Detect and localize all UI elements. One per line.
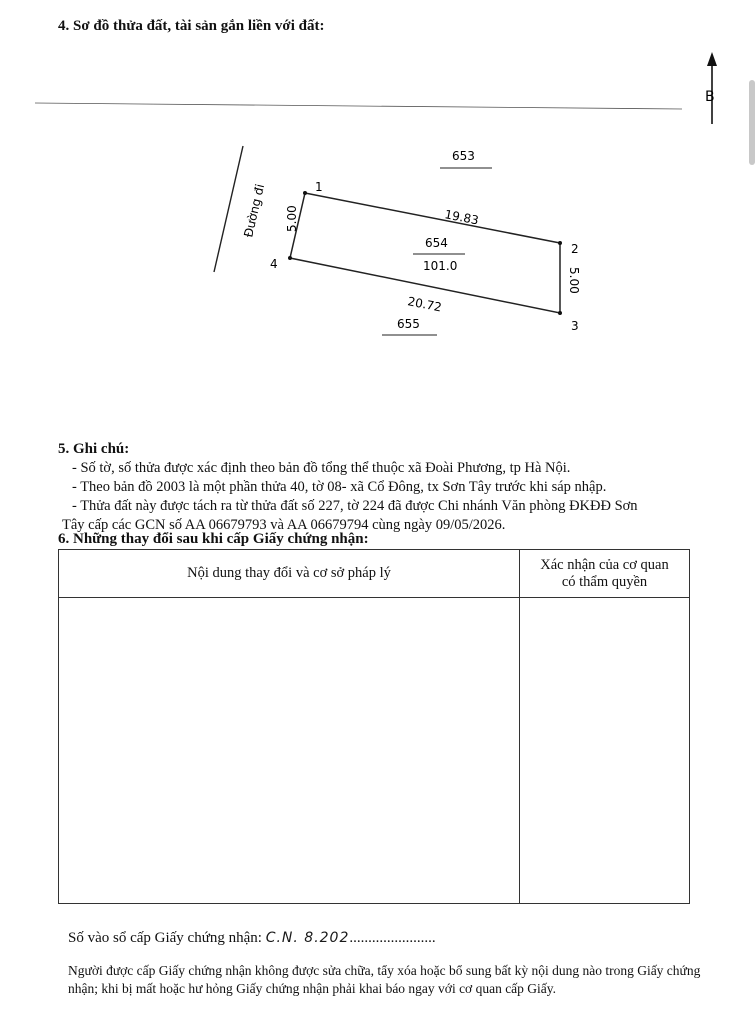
parcel-number-north: 653 bbox=[452, 149, 475, 163]
section-4-title: 4. Sơ đồ thửa đất, tài sản gắn liền với đất: bbox=[58, 18, 325, 34]
column-header-confirmation-line: có thẩm quyền bbox=[561, 573, 648, 590]
section-5-title: 5. Ghi chú: bbox=[58, 441, 130, 457]
parcel-boundary bbox=[290, 193, 560, 313]
edge-length-left: 5.00 bbox=[285, 205, 299, 232]
changes-confirmation-cell bbox=[520, 598, 690, 904]
changes-table bbox=[58, 549, 690, 904]
registry-dots: ....................... bbox=[349, 930, 436, 946]
corner-label-2: 2 bbox=[571, 242, 579, 256]
note-line: - Thửa đất này được tách ra từ thửa đất số 227, tờ 224 đã được Chi nhánh Văn phòng ĐKĐĐ Sơn bbox=[72, 498, 638, 514]
registry-label: Số vào sổ cấp Giấy chứng nhận: bbox=[68, 930, 262, 946]
corner-point bbox=[303, 191, 307, 195]
road-label: Đường đi bbox=[241, 182, 268, 239]
changes-content-cell bbox=[59, 598, 520, 904]
parcel-number-main: 654 bbox=[425, 236, 448, 250]
footer-warning: Người được cấp Giấy chứng nhận không được sửa chữa, tẩy xóa hoặc bổ sung bất kỳ nội dung nào trong Giấy chứng nhận; khi bị mất hoặc hư hỏng Giấy chứng nhận phải khai báo ngay với cơ quan cấp Giấy. bbox=[68, 963, 701, 996]
corner-point bbox=[558, 311, 562, 315]
note-line: - Số tờ, số thửa được xác định theo bản đồ tổng thể thuộc xã Đoài Phương, tp Hà Nội. bbox=[72, 460, 571, 476]
section-6-title: 6. Những thay đổi sau khi cấp Giấy chứng nhận: bbox=[58, 531, 369, 547]
north-arrow-icon bbox=[707, 52, 717, 124]
road-line bbox=[214, 146, 243, 272]
note-line: Tây cấp các GCN số AA 06679793 và AA 06679794 cùng ngày 09/05/2026. bbox=[62, 517, 506, 533]
corner-label-4: 4 bbox=[270, 257, 278, 271]
edge-length-right: 5.00 bbox=[567, 267, 581, 294]
parcel-area: 101.0 bbox=[423, 259, 458, 273]
north-label: B bbox=[705, 89, 715, 105]
notes-section bbox=[58, 440, 722, 535]
column-header-content: Nội dung thay đổi và cơ sở pháp lý bbox=[59, 550, 520, 598]
corner-label-3: 3 bbox=[571, 319, 579, 333]
parcel-number-south: 655 bbox=[397, 317, 420, 331]
registry-line bbox=[68, 930, 436, 947]
land-plot-diagram bbox=[0, 0, 755, 440]
corner-point bbox=[558, 241, 562, 245]
registry-number: C.N. 8.202 bbox=[265, 930, 350, 946]
scrollbar-thumb[interactable] bbox=[749, 80, 755, 165]
edge-length-top: 19.83 bbox=[443, 207, 480, 228]
column-header-confirmation-line: Xác nhận của cơ quan bbox=[540, 556, 669, 573]
note-line: - Theo bản đồ 2003 là một phần thửa 40, tờ 08- xã Cổ Đông, tx Sơn Tây trước khi sáp nhập. bbox=[72, 479, 607, 495]
corner-point bbox=[288, 256, 292, 260]
column-header-confirmation bbox=[520, 550, 690, 598]
diagram-baseline bbox=[35, 103, 682, 109]
edge-length-bottom: 20.72 bbox=[406, 294, 443, 315]
corner-label-1: 1 bbox=[315, 180, 323, 194]
